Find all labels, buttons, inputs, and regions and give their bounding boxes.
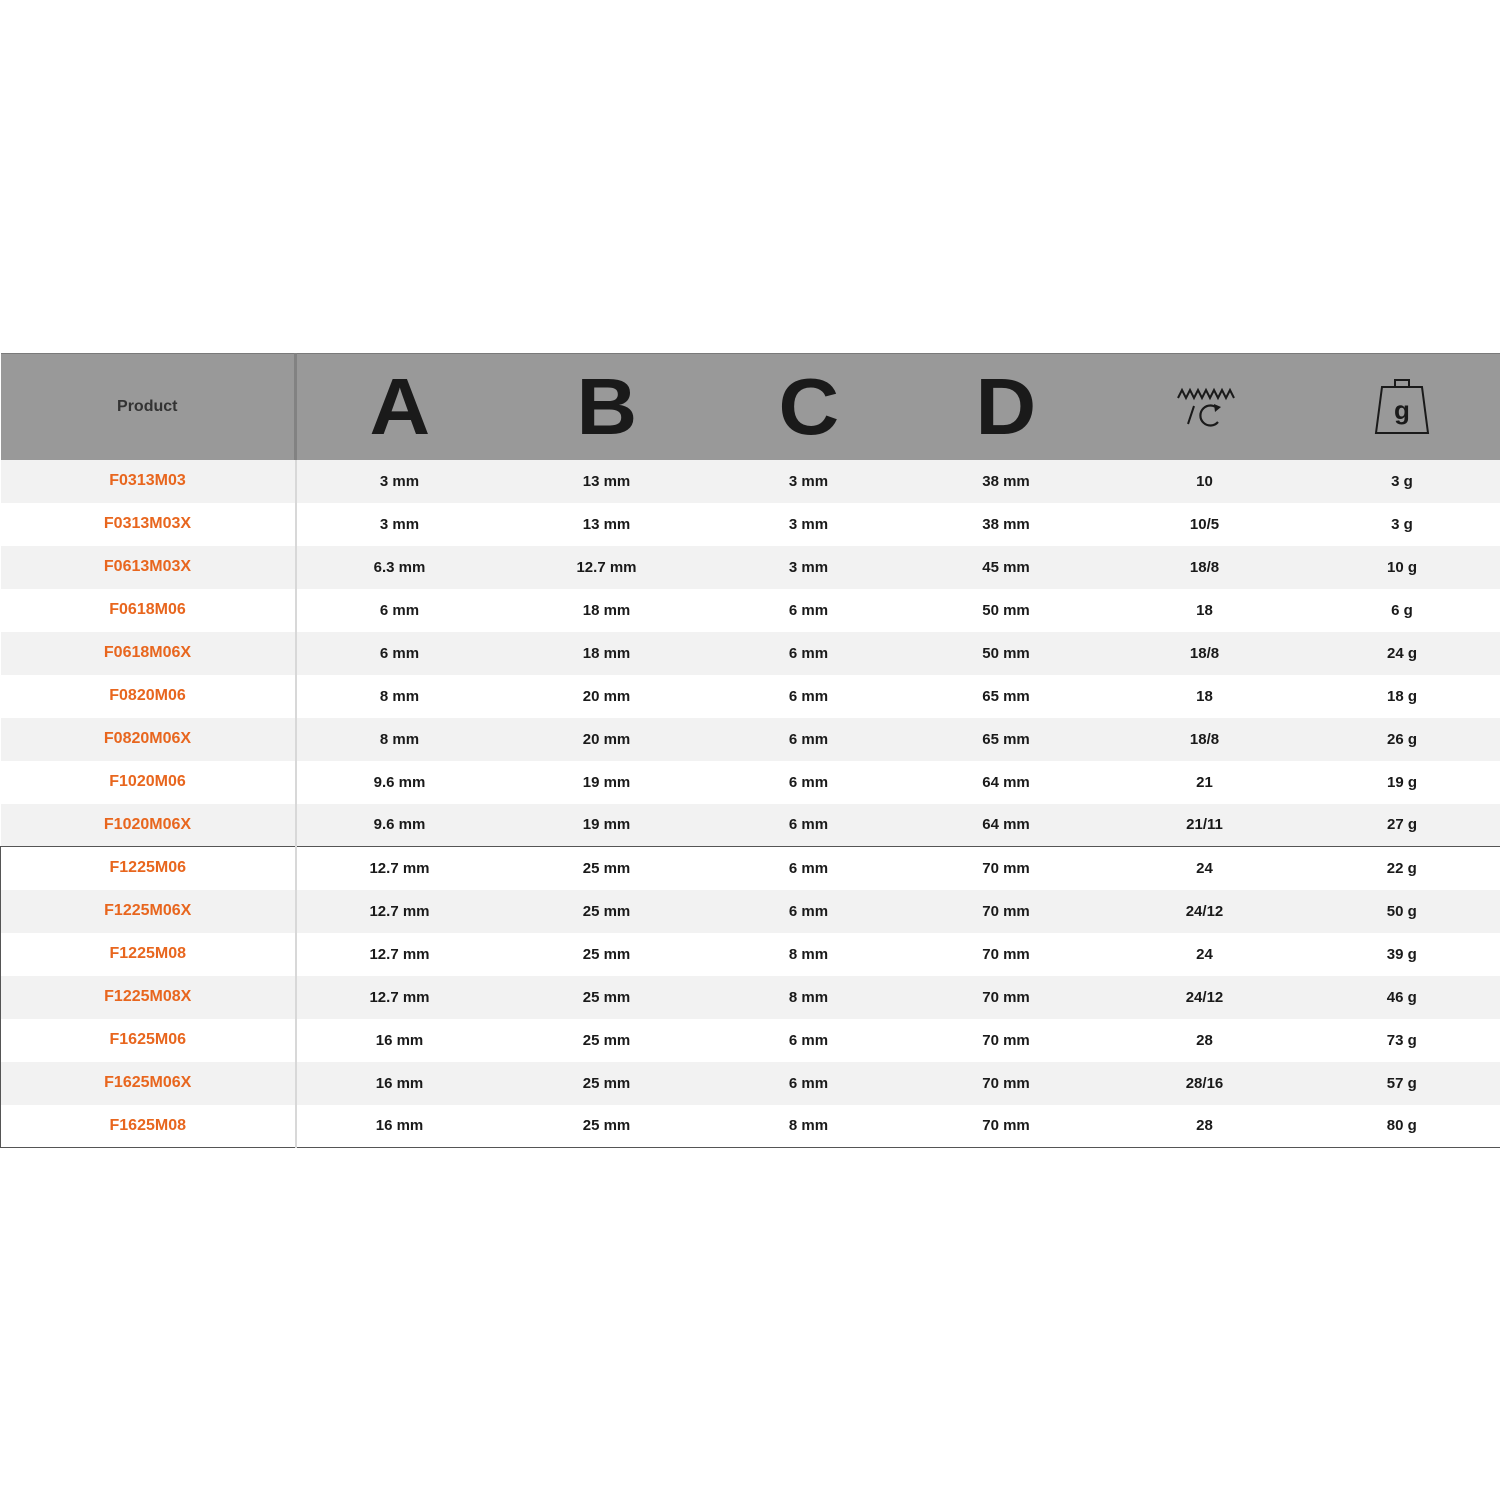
weight-cell: 3 g — [1391, 472, 1413, 490]
teeth-cell: 18 — [1196, 601, 1213, 619]
b-cell: 13 mm — [582, 472, 631, 490]
weight-cell: 46 g — [1304, 976, 1500, 1019]
header-b — [503, 354, 711, 460]
teeth-cell: 24 — [1196, 945, 1213, 963]
table-row — [1, 546, 1500, 589]
table-row — [1, 847, 1500, 890]
a-cell: 16 mm — [375, 1031, 424, 1049]
product-spec-table — [0, 353, 1500, 1148]
product-cell: F1625M08 — [1, 1105, 296, 1148]
d-cell: 70 mm — [982, 1031, 1030, 1049]
b-cell: 18 mm — [582, 644, 631, 662]
c-cell: 3 mm — [788, 472, 829, 490]
teeth-cell: 18/8 — [1189, 558, 1220, 576]
teeth-cell: 10/5 — [1189, 515, 1220, 533]
product-cell: F1225M08 — [1, 933, 296, 976]
b-cell: 20 mm — [582, 687, 631, 705]
weight-cell: 19 g — [1386, 773, 1417, 791]
header-d — [907, 354, 1106, 460]
product-cell: F1625M06 — [1, 1019, 296, 1062]
a-cell: 6 mm — [379, 644, 420, 662]
teeth-cell: 18/8 — [1189, 730, 1220, 748]
product-cell: F1225M08X — [1, 976, 296, 1019]
d-cell: 70 mm — [982, 902, 1030, 920]
header-b-label: B — [576, 361, 637, 451]
table-row — [1, 503, 1500, 546]
table-row — [1, 632, 1500, 675]
d-cell: 38 mm — [982, 472, 1030, 490]
a-cell: 3 mm — [379, 515, 420, 533]
a-cell: 12.7 mm — [296, 847, 503, 890]
c-cell: 6 mm — [788, 687, 829, 705]
b-cell: 19 mm — [582, 816, 631, 834]
a-cell: 16 mm — [375, 1074, 424, 1092]
weight-cell: 3 g — [1391, 515, 1413, 533]
a-cell: 16 mm — [296, 1105, 503, 1148]
table-row — [1, 890, 1500, 933]
teeth-cell: 18/8 — [1189, 644, 1220, 662]
header-product: Product — [1, 354, 296, 460]
a-cell: 9.6 mm — [373, 816, 426, 834]
c-cell: 8 mm — [788, 988, 829, 1006]
d-cell: 64 mm — [982, 816, 1030, 834]
header-d-label: D — [975, 361, 1037, 451]
teeth-cell: 24/12 — [1185, 988, 1224, 1006]
c-cell: 3 mm — [788, 558, 829, 576]
weight-cell: 6 g — [1391, 601, 1413, 619]
c-cell: 6 mm — [788, 902, 829, 920]
c-cell: 8 mm — [788, 945, 829, 963]
table-header — [1, 354, 1500, 460]
header-c — [711, 354, 907, 460]
header-c-label: C — [778, 361, 839, 451]
c-cell: 6 mm — [788, 773, 829, 791]
d-cell: 50 mm — [982, 644, 1030, 662]
table-body — [1, 460, 1500, 1148]
a-cell: 3 mm — [379, 472, 420, 490]
a-cell: 12.7 mm — [369, 988, 430, 1006]
table-row — [1, 1019, 1500, 1062]
weight-cell: 24 g — [1386, 644, 1417, 662]
product-cell: F0618M06X — [1, 632, 296, 675]
weight-cell: 39 g — [1304, 933, 1500, 976]
table-row — [1, 1105, 1500, 1148]
teeth-cell: 21 — [1196, 773, 1213, 791]
product-cell: F0613M03X — [1, 546, 296, 589]
table-row — [1, 718, 1500, 761]
product-cell: F0313M03X — [1, 503, 296, 546]
header-teeth — [1106, 354, 1304, 460]
product-cell: F1225M06X — [1, 890, 296, 933]
d-cell: 65 mm — [982, 687, 1030, 705]
weight-icon — [1304, 378, 1500, 436]
table-row — [1, 1062, 1500, 1105]
b-cell: 25 mm — [582, 945, 631, 963]
teeth-cell: 28/16 — [1185, 1074, 1224, 1092]
b-cell: 25 mm — [582, 902, 631, 920]
b-cell: 25 mm — [582, 988, 631, 1006]
a-cell: 6 mm — [379, 601, 420, 619]
header-a — [296, 354, 503, 460]
header-row — [1, 354, 1500, 460]
c-cell: 6 mm — [788, 1074, 829, 1092]
teeth-rotation-icon — [1106, 382, 1304, 432]
a-cell: 8 mm — [379, 730, 420, 748]
d-cell: 70 mm — [907, 847, 1106, 890]
product-cell: F0820M06X — [1, 718, 296, 761]
a-cell: 9.6 mm — [373, 773, 426, 791]
b-cell: 18 mm — [582, 601, 631, 619]
d-cell: 50 mm — [982, 601, 1030, 619]
table-row — [1, 804, 1500, 847]
product-cell: F1625M06X — [1, 1062, 296, 1105]
teeth-cell: 28 — [1106, 1105, 1304, 1148]
c-cell: 6 mm — [788, 644, 829, 662]
table-row — [1, 976, 1500, 1019]
weight-cell: 27 g — [1386, 816, 1417, 834]
d-cell: 64 mm — [982, 773, 1030, 791]
product-cell: F1020M06X — [1, 804, 296, 847]
d-cell: 70 mm — [982, 1074, 1030, 1092]
c-cell: 6 mm — [788, 601, 829, 619]
teeth-cell: 24 — [1106, 847, 1304, 890]
b-cell: 13 mm — [582, 515, 631, 533]
c-cell: 6 mm — [788, 730, 829, 748]
weight-cell: 26 g — [1386, 730, 1417, 748]
teeth-cell: 21/11 — [1186, 816, 1223, 834]
product-cell: F1020M06 — [1, 761, 296, 804]
product-cell: F1225M06 — [1, 847, 296, 890]
weight-cell: 10 g — [1386, 558, 1417, 576]
weight-cell: 57 g — [1304, 1062, 1500, 1105]
d-cell: 38 mm — [982, 515, 1030, 533]
d-cell: 65 mm — [982, 730, 1030, 748]
d-cell: 70 mm — [982, 988, 1030, 1006]
c-cell: 6 mm — [711, 847, 907, 890]
teeth-cell: 24/12 — [1185, 902, 1224, 920]
b-cell: 25 mm — [582, 1074, 631, 1092]
weight-icon-label: g — [1394, 394, 1410, 425]
table-row — [1, 933, 1500, 976]
product-cell: F0618M06 — [1, 589, 296, 632]
c-cell: 8 mm — [711, 1105, 907, 1148]
d-cell: 70 mm — [982, 945, 1030, 963]
b-cell: 20 mm — [582, 730, 631, 748]
d-cell: 45 mm — [982, 558, 1030, 576]
d-cell: 70 mm — [907, 1105, 1106, 1148]
weight-cell: 80 g — [1304, 1105, 1500, 1148]
b-cell: 19 mm — [582, 773, 631, 791]
product-cell: F0820M06 — [1, 675, 296, 718]
table-row — [1, 460, 1500, 503]
table-row — [1, 589, 1500, 632]
weight-cell: 18 g — [1386, 687, 1417, 705]
b-cell: 25 mm — [503, 1105, 711, 1148]
c-cell: 3 mm — [788, 515, 829, 533]
teeth-cell: 28 — [1196, 1031, 1213, 1049]
weight-cell: 73 g — [1304, 1019, 1500, 1062]
teeth-cell: 18 — [1196, 687, 1213, 705]
c-cell: 6 mm — [788, 816, 829, 834]
weight-cell: 50 g — [1304, 890, 1500, 933]
teeth-cell: 10 — [1196, 472, 1213, 490]
header-a-label: A — [369, 361, 431, 451]
a-cell: 6.3 mm — [373, 558, 426, 576]
product-cell: F0313M03 — [1, 460, 296, 503]
table-row — [1, 675, 1500, 718]
b-cell: 25 mm — [503, 847, 711, 890]
b-cell: 12.7 mm — [576, 558, 637, 576]
c-cell: 6 mm — [788, 1031, 829, 1049]
a-cell: 8 mm — [379, 687, 420, 705]
weight-cell: 22 g — [1304, 847, 1500, 890]
a-cell: 12.7 mm — [369, 902, 430, 920]
header-weight — [1304, 354, 1500, 460]
table-row — [1, 761, 1500, 804]
b-cell: 25 mm — [582, 1031, 631, 1049]
a-cell: 12.7 mm — [369, 945, 430, 963]
